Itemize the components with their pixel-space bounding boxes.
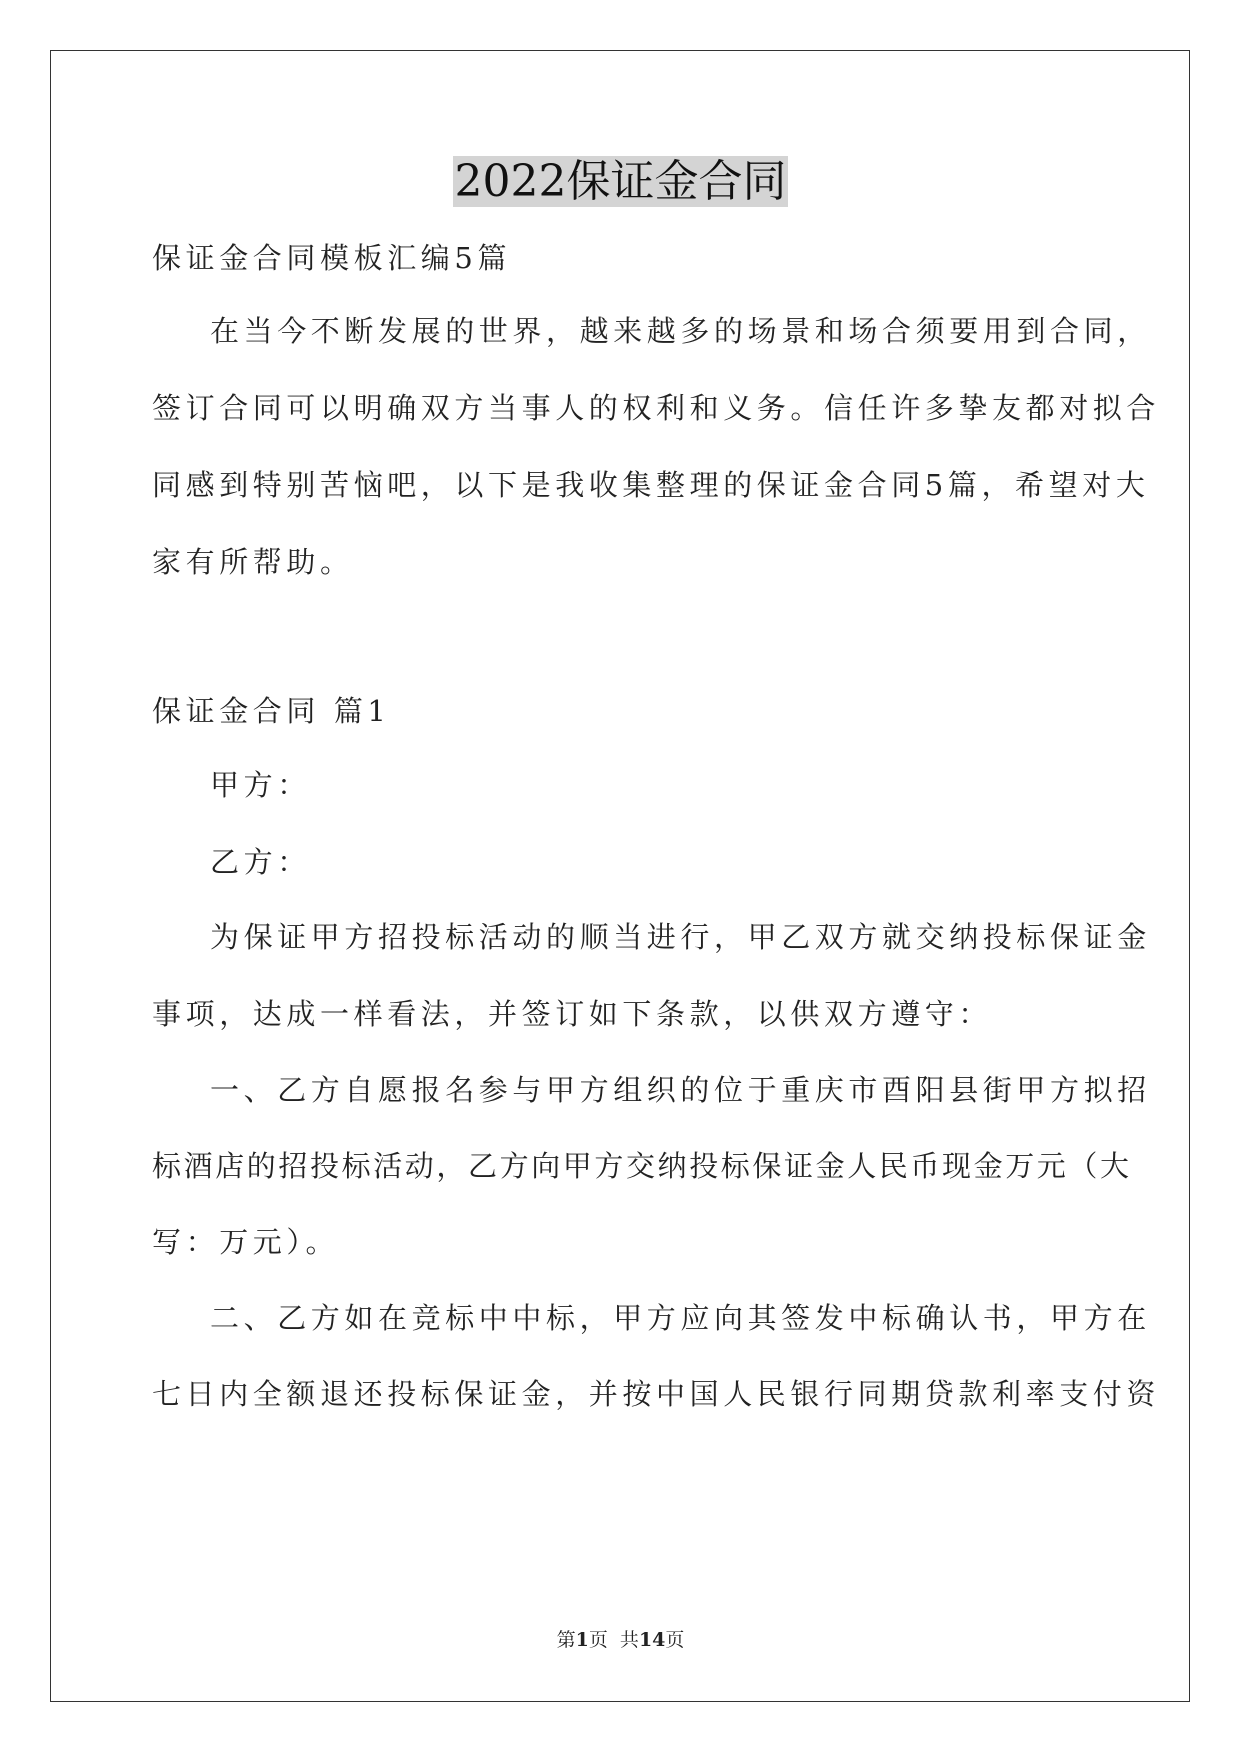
para3-line-1: 二、乙方如在竞标中中标，甲方应向其签发中标确认书，甲方在 (210, 1301, 1151, 1335)
para2-line-3: 写：万元）。 (152, 1225, 340, 1259)
document-title (0, 152, 1241, 212)
page-footer (0, 1628, 1241, 1652)
party-b-label: 乙方： (210, 845, 311, 879)
para2-line-2: 标酒店的招投标活动，乙方向甲方交纳投标保证金人民币现金万元（大 (152, 1149, 1132, 1183)
footer-mid: 页 共 (588, 1629, 639, 1651)
footer-suffix: 页 (665, 1629, 685, 1651)
intro-line-2: 签订合同可以明确双方当事人的权利和义务。信任许多挚友都对拟合 (152, 391, 1161, 425)
footer-prefix: 第 (556, 1629, 576, 1651)
intro-line-1: 在当今不断发展的世界，越来越多的场景和场合须要用到合同， (210, 314, 1151, 348)
party-a-label: 甲方： (210, 768, 311, 802)
footer-total-pages: 14 (638, 1629, 666, 1651)
intro-line-4: 家有所帮助。 (152, 545, 354, 579)
para1-line-2: 事项，达成一样看法，并签订如下条款，以供双方遵守： (152, 997, 993, 1031)
section-heading: 保证金合同 篇1 (152, 694, 391, 728)
para2-line-1: 一、乙方自愿报名参与甲方组织的位于重庆市酉阳县街甲方拟招 (210, 1073, 1151, 1107)
para1-line-1: 为保证甲方招投标活动的顺当进行，甲乙双方就交纳投标保证金 (210, 920, 1151, 954)
subtitle: 保证金合同模板汇编5篇 (152, 241, 512, 275)
para3-line-2: 七日内全额退还投标保证金，并按中国人民银行同期贷款利率支付资 (152, 1377, 1161, 1411)
title-text: 2022保证金合同 (454, 156, 787, 207)
intro-line-3: 同感到特别苦恼吧，以下是我收集整理的保证金合同5篇，希望对大 (152, 468, 1150, 502)
footer-current-page: 1 (575, 1629, 589, 1651)
